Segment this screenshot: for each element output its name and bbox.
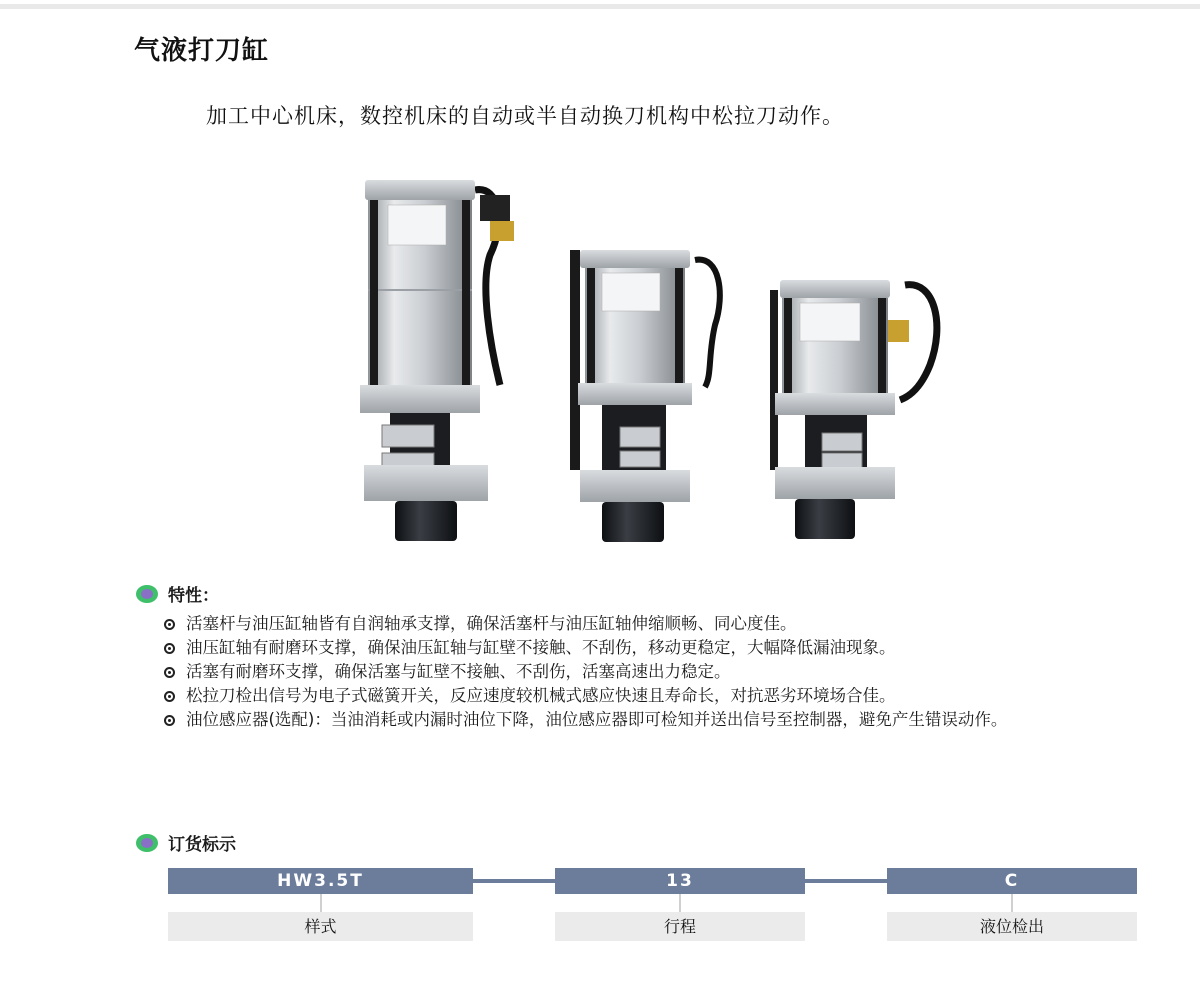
features-list <box>164 612 1124 732</box>
page-title: 气液打刀缸 <box>134 36 270 66</box>
circle-bullet-icon <box>164 667 175 678</box>
cylinder-tall <box>360 180 514 541</box>
order-code-level: C <box>887 868 1137 894</box>
product-photo <box>340 165 960 555</box>
order-label-model: 样式 <box>168 912 473 941</box>
code-stem <box>1011 894 1013 912</box>
feature-item: 油压缸轴有耐磨环支撑，确保油压缸轴与缸壁不接触、不刮伤，移动更稳定，大幅降低漏油现象。 <box>164 636 1124 660</box>
circle-bullet-icon <box>164 619 175 630</box>
order-label-stroke: 行程 <box>555 912 805 941</box>
section-bullet-icon <box>136 834 158 852</box>
cylinder-medium <box>570 250 720 542</box>
feature-item: 松拉刀检出信号为电子式磁簧开关，反应速度较机械式感应快速且寿命长，对抗恶劣环境场合佳。 <box>164 684 1124 708</box>
order-heading-label: 订货标示 <box>168 835 236 855</box>
page-subtitle: 加工中心机床，数控机床的自动或半自动换刀机构中松拉刀动作。 <box>206 104 844 128</box>
circle-bullet-icon <box>164 691 175 702</box>
cylinder-short <box>770 280 937 539</box>
order-heading <box>136 830 236 855</box>
order-code-model: HW3.5T <box>168 868 473 894</box>
code-stem <box>320 894 322 912</box>
circle-bullet-icon <box>164 643 175 654</box>
section-bullet-icon <box>136 585 158 603</box>
code-connector <box>473 879 555 883</box>
feature-item: 油位感应器(选配)：当油消耗或内漏时油位下降，油位感应器即可检知并送出信号至控制器，避免产生错误动作。 <box>164 708 1124 732</box>
feature-item: 活塞有耐磨环支撑，确保活塞与缸壁不接触、不刮伤，活塞高速出力稳定。 <box>164 660 1124 684</box>
order-label-level: 液位检出 <box>887 912 1137 941</box>
features-heading <box>136 581 219 606</box>
features-heading-label: 特性： <box>168 586 219 606</box>
top-divider <box>0 4 1200 9</box>
feature-item: 活塞杆与油压缸轴皆有自润轴承支撑，确保活塞杆与油压缸轴伸缩顺畅、同心度佳。 <box>164 612 1124 636</box>
circle-bullet-icon <box>164 715 175 726</box>
order-code-stroke: 13 <box>555 868 805 894</box>
code-stem <box>679 894 681 912</box>
code-connector <box>805 879 887 883</box>
